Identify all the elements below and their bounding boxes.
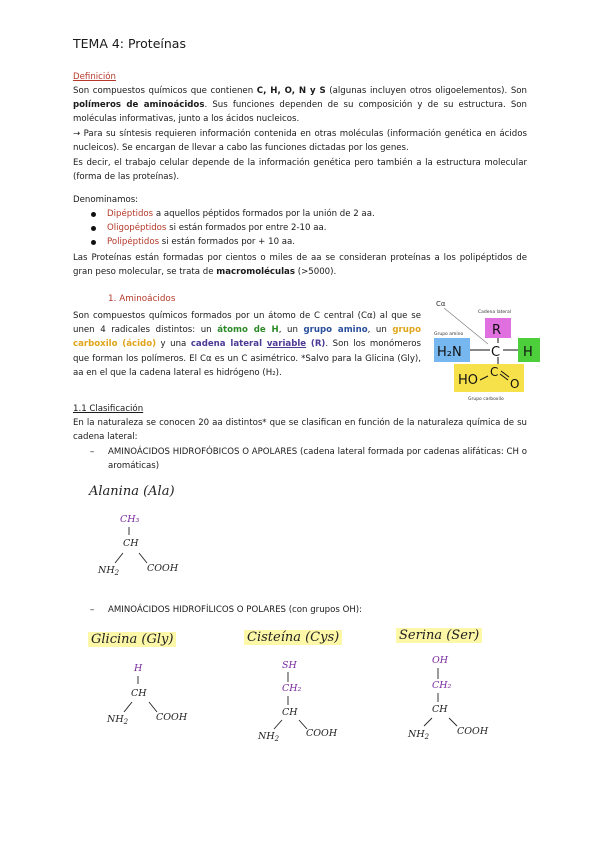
text-run: , un	[367, 325, 393, 336]
definition-heading	[73, 70, 527, 84]
glicina-side-chain: H	[134, 663, 143, 674]
carboxyl-carbon-label: C	[490, 365, 499, 379]
bond	[139, 553, 147, 563]
nh-text: NH	[107, 714, 124, 725]
nh-text: NH	[98, 565, 115, 576]
bond	[124, 702, 132, 712]
serina-ch: CH	[432, 704, 448, 715]
serina-title: Serina (Ser)	[396, 628, 482, 643]
nh-text: NH	[408, 729, 425, 740]
cisteina-ch2: CH₂	[282, 683, 302, 694]
grupo-amino-label: Grupo amino	[434, 332, 464, 337]
text-run: , un	[278, 325, 304, 336]
definition-paragraph-3: Es decir, el trabajo celular depende de la información genética pero también a la estructura molecular (forma de las proteínas).	[73, 158, 527, 183]
list-term: Dipéptidos	[107, 209, 154, 219]
oxygen-label: O	[510, 377, 520, 391]
page-title: TEMA 4: Proteínas	[73, 36, 186, 51]
glicina-title: Glicina (Gly)	[88, 632, 176, 647]
hydrophilic-item: AMINOÁCIDOS HIDROFÍLICOS O POLARES (con grupos OH):	[108, 605, 363, 615]
text-run: y una	[156, 339, 191, 350]
subscript: 2	[274, 735, 280, 743]
peptide-list	[73, 207, 527, 250]
orange-term: grupo carboxilo (ácido)	[73, 325, 421, 350]
text-run: (algunas incluyen otros oligoelementos). Son	[325, 86, 527, 96]
alanina-nh2	[98, 565, 119, 577]
bold-run: C, H, O, N y S	[256, 86, 326, 96]
serina-side-chain: OH	[432, 655, 449, 666]
purple-term-underlined: variable	[266, 339, 307, 350]
serina-ch2: CH₂	[432, 680, 452, 691]
glicina-ch: CH	[131, 688, 147, 699]
classification-heading-text: 1.1 Clasificación	[73, 404, 144, 414]
definition-heading-text: Definición	[73, 72, 116, 82]
cisteina-cooh: COOH	[306, 728, 338, 739]
list-text: a aquellos péptidos formados por la unión de 2 aa.	[153, 209, 375, 219]
cisteina-ch: CH	[282, 707, 298, 718]
h2n-label: H₂N	[437, 345, 462, 360]
bond	[149, 702, 157, 712]
text-run: Son compuestos químicos que contienen	[73, 86, 257, 96]
list-text: si están formados por + 10 aa.	[159, 237, 296, 248]
text-run: . Son los monómeros que forman los polímeros. El Cα es un C asimétrico. *Salvo para la Glicina (Gly), aa en el que la cadena lateral es hidrógeno (H₂).	[73, 339, 421, 378]
alanina-ch: CH	[123, 538, 139, 549]
glicina-cooh: COOH	[156, 712, 188, 723]
list-dash: –	[90, 447, 95, 457]
ho-label: HO	[458, 373, 479, 388]
definition-paragraph-1	[73, 84, 527, 127]
classification-heading	[73, 402, 527, 416]
aminoacid-structure-diagram	[428, 296, 548, 406]
subscript: 2	[424, 733, 430, 741]
text-run: Las Proteínas están formadas por cientos o miles de aa se consideran proteínas a los polipéptidos de gran peso molecular, se trata de	[73, 253, 527, 278]
purple-term: cadena lateral	[190, 339, 267, 350]
alanina-title: Alanina (Ala)	[89, 484, 175, 499]
serina-nh2	[408, 729, 429, 741]
green-term: átomo de H	[217, 325, 279, 336]
bold-run: macromoléculas	[216, 267, 295, 278]
text-run: . Sus funciones dependen de su composición y de su estructura. Son moléculas informativas, junto a los ácidos nucleicos.	[73, 100, 528, 125]
bond	[274, 720, 282, 729]
purple-term: (R)	[306, 339, 326, 350]
central-carbon-label: C	[491, 345, 501, 360]
cadena-lateral-label: Cadena lateral	[478, 310, 511, 315]
grupo-carboxilo-label: Grupo carboxilo	[468, 397, 504, 402]
alanina-side-chain: CH₃	[120, 514, 140, 525]
r-group-label: R	[492, 323, 502, 338]
list-term: Polipéptidos	[107, 237, 160, 248]
glicina-nh2	[107, 714, 128, 726]
bold-run: polímeros de aminoácidos	[73, 100, 205, 111]
serina-cooh: COOH	[457, 726, 489, 737]
list-dash: –	[90, 605, 95, 615]
cisteina-nh2	[258, 731, 279, 743]
list-text: si están formados por entre 2-10 aa.	[166, 223, 327, 234]
bond	[449, 718, 457, 726]
list-item	[73, 235, 527, 249]
list-item	[73, 207, 527, 221]
alanina-cooh: COOH	[147, 563, 179, 574]
cisteina-title: Cisteína (Cys)	[244, 630, 342, 645]
bond	[424, 718, 432, 726]
calpha-label: Cα	[436, 300, 446, 308]
classification-paragraph: En la naturaleza se conocen 20 aa distintos* que se clasifican en función de la naturaleza química de su cadena lateral:	[73, 418, 527, 443]
text-run: (>5000).	[294, 267, 337, 278]
cisteina-side-chain: SH	[282, 660, 297, 671]
bond	[115, 553, 123, 563]
denominamos-label: Denominamos:	[73, 195, 139, 205]
text-run: Son compuestos químicos formados por un átomo de C central (Cα) al que se unen 4 radicales distintos: un	[73, 311, 421, 336]
nh-text: NH	[258, 731, 275, 742]
hydrophobic-item: AMINOÁCIDOS HIDROFÓBICOS O APOLARES (cadena lateral formada por cadenas alifáticas: CH o aromáticas)	[108, 447, 527, 472]
definition-paragraph-4	[73, 251, 527, 279]
list-term: Oligopéptidos	[107, 223, 167, 234]
list-item	[73, 221, 527, 235]
subscript: 2	[123, 718, 129, 726]
hydrogen-label: H	[523, 345, 533, 360]
aminoacids-paragraph	[73, 309, 421, 380]
definition-paragraph-2: → Para su síntesis requieren información contenida en otras moléculas (información genética en ácidos nucleicos). Se encargan de llevar a cabo las funciones dictadas por los genes.	[73, 129, 527, 154]
aminoacids-heading: 1. Aminoácidos	[108, 294, 176, 304]
blue-term: grupo amino	[303, 325, 368, 336]
subscript: 2	[114, 569, 120, 577]
